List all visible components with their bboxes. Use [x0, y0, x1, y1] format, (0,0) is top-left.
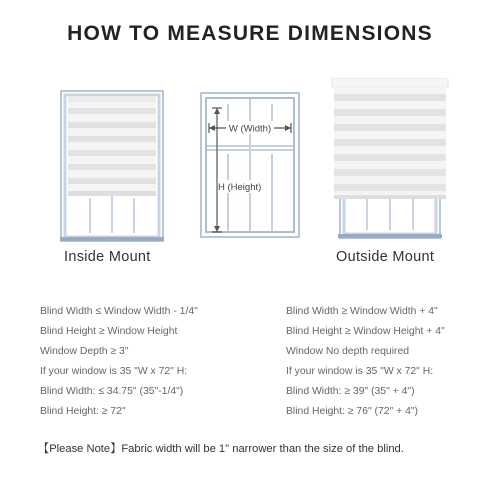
width-label: W (Width) [228, 123, 272, 135]
window-sill [338, 234, 442, 238]
inside-spec-line: If your window is 35 "W x 72" H: [40, 366, 188, 377]
outside-spec-line: Blind Height: ≥ 76" (72" + 4") [286, 406, 418, 417]
inside-spec-line: Blind Width ≤ Window Width - 1/4" [40, 306, 198, 317]
outside-mount-illustration [330, 78, 450, 243]
roller-blind [332, 78, 448, 199]
inside-spec-line: Blind Height: ≥ 72" [40, 406, 126, 417]
inside-spec-line: Blind Height ≥ Window Height [40, 326, 178, 337]
inside-spec-line: Window Depth ≥ 3" [40, 346, 129, 357]
outside-spec-line: Blind Width: ≥ 39" (35" + 4") [286, 386, 415, 397]
measure-window-illustration [200, 92, 300, 238]
outside-spec-line: Blind Width ≥ Window Width + 4" [286, 306, 438, 317]
outside-mount-label: Outside Mount [336, 249, 435, 265]
outside-spec-line: Window No depth required [286, 346, 410, 357]
height-label: H (Height) [218, 182, 262, 193]
fabric-note: 【Please Note】Fabric width will be 1" narrower than the size of the blind. [38, 443, 404, 455]
roller-blind [68, 96, 156, 196]
window-sill [60, 237, 164, 241]
outside-spec-line: If your window is 35 "W x 72" H: [286, 366, 434, 377]
inside-spec-line: Blind Width: ≤ 34.75" (35"-1/4") [40, 386, 184, 397]
page-title: HOW TO MEASURE DIMENSIONS [67, 22, 433, 45]
inside-mount-illustration [60, 90, 164, 242]
outside-spec-line: Blind Height ≥ Window Height + 4" [286, 326, 445, 337]
inside-mount-label: Inside Mount [64, 249, 151, 265]
